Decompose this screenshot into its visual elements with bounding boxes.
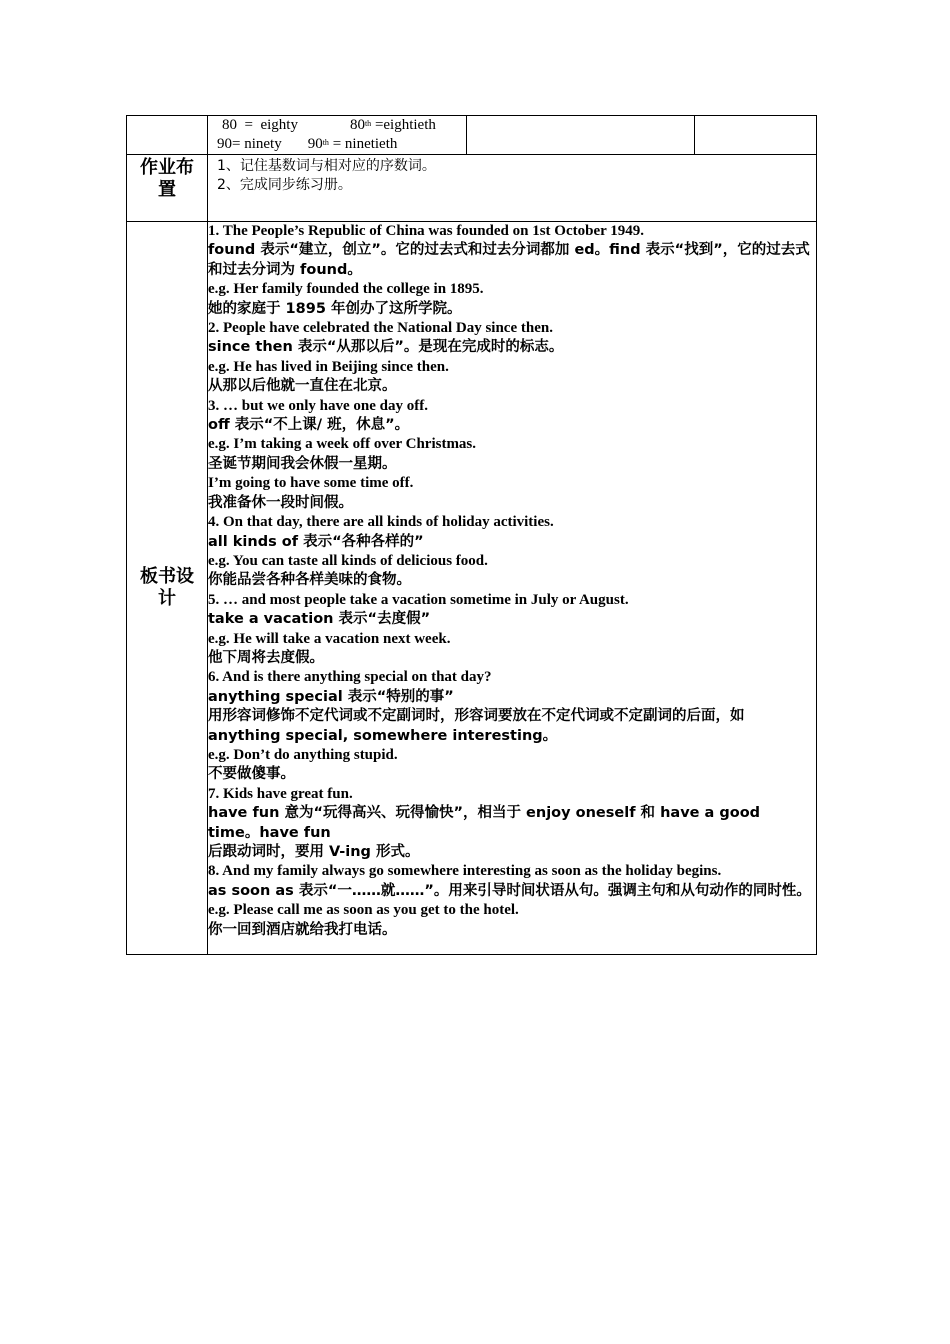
ordinal-90-suffix: th [322,138,329,147]
empty-label-cell [127,116,208,155]
board-design-line: e.g. He will take a vacation next week. [208,630,451,647]
board-design-line: all kinds of 表示“各种各样的” [208,533,424,550]
board-design-line: 6. And is there anything special on that day? [208,669,492,686]
board-design-line: 8. And my family always go somewhere interesting as soon as the holiday begins. [208,863,722,880]
board-design-line: as soon as 表示“一……就……”。用来引导时间状语从句。强调主句和从句动作的同时性。 [208,882,811,899]
lesson-plan-table [126,115,817,955]
board-design-line: have fun 意为“玩得高兴、玩得愉快”，相当于 enjoy oneself 和 have a good time。have fun [208,805,761,841]
cardinal-80: 80 = eighty [222,117,298,133]
board-design-line: e.g. I’m taking a week off over Christmas. [208,436,477,453]
homework-content [208,155,817,222]
board-design-line: take a vacation 表示“去度假” [208,611,431,628]
ordinal-80-word: =eightieth [371,117,436,133]
board-design-line: anything special 表示“特别的事” [208,688,454,705]
ordinal-80-num: 80 [349,117,365,133]
number-line-80 [208,116,466,135]
board-design-line: 我准备休一段时间假。 [208,494,353,511]
number-line-90 [208,135,466,154]
numbers-cell [208,116,467,155]
numbers-row [127,116,817,155]
board-design-line: 4. On that day, there are all kinds of holiday activities. [208,514,554,531]
board-design-row [127,222,817,955]
board-design-line: e.g. Her family founded the college in 1895. [208,281,484,298]
board-design-line: 1. The People’s Republic of China was founded on 1st October 1949. [208,223,645,239]
board-design-line: e.g. He has lived in Beijing since then. [208,358,449,375]
board-design-line: since then 表示“从那以后”。是现在完成时的标志。 [208,339,564,356]
board-design-line: 7. Kids have great fun. [208,785,353,802]
board-design-line: 3. … but we only have one day off. [208,397,429,414]
board-design-line: 不要做傻事。 [208,766,295,783]
board-design-line: e.g. Please call me as soon as you get to the hotel. [208,902,519,919]
empty-cell-3 [467,116,695,155]
board-design-line: I’m going to have some time off. [208,475,414,492]
board-design-line: found 表示“建立，创立”。它的过去式和过去分词都加 ed。find 表示“找到”，它的过去式和过去分词为 found。 [208,242,810,278]
board-design-line: 5. … and most people take a vacation sometime in July or August. [208,591,629,608]
ordinal-90-word: = ninetieth [328,136,398,152]
board-design-line: 后跟动词时，要用 V-ing 形式。 [208,844,420,860]
homework-row [127,155,817,222]
ordinal-80-suffix: th [364,119,372,128]
board-design-lines [208,222,816,940]
board-design-line: off 表示“不上课/ 班，休息”。 [208,417,410,434]
board-design-line: 你能品尝各种各样美味的食物。 [208,572,411,589]
homework-item: 1、记住基数词与相对应的序数词。 [217,158,436,174]
homework-label: 作业布置 [127,155,208,222]
empty-cell-4 [695,116,817,155]
board-design-line: 从那以后他就一直住在北京。 [208,378,397,395]
board-design-content [208,222,817,955]
board-design-line: 你一回到酒店就给我打电话。 [208,921,397,938]
board-design-line: 2. People have celebrated the National Day since then. [208,320,553,337]
board-design-line: e.g. Don’t do anything stupid. [208,746,398,763]
cardinal-90: 90= ninety [217,136,282,152]
board-design-line: 圣诞节期间我会休假一星期。 [208,455,397,472]
board-design-label: 板书设计 [127,222,208,955]
board-design-line: 用形容词修饰不定代词或不定副词时，形容词要放在不定代词或不定副词的后面，如 anything special, somewhere interesting。 [208,708,745,744]
ordinal-90-num: 90 [307,136,323,152]
board-design-line: e.g. You can taste all kinds of delicious food. [208,552,488,569]
board-design-line: 他下周将去度假。 [208,649,324,666]
homework-item: 2、完成同步练习册。 [217,177,352,193]
board-design-line: 她的家庭于 1895 年创办了这所学院。 [208,300,462,317]
